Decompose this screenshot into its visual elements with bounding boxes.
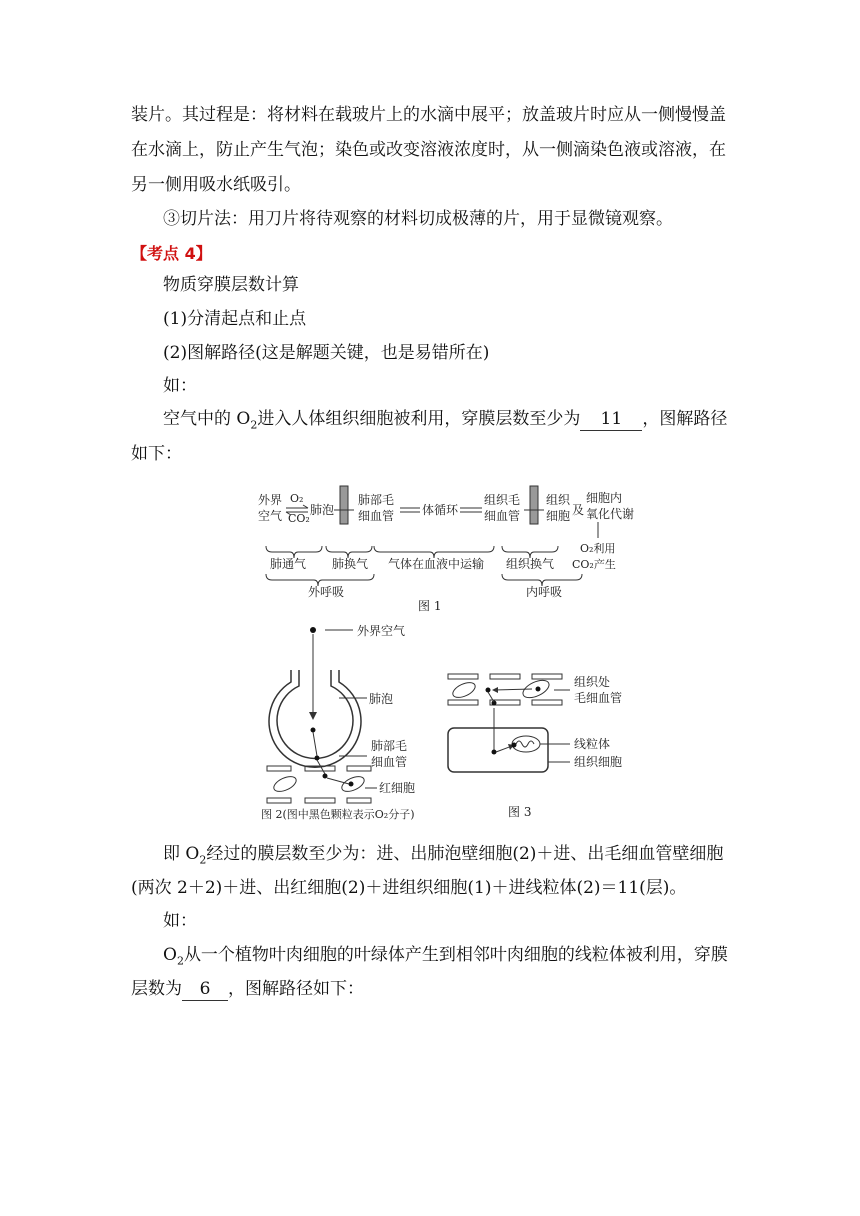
text-span: 从一个植物叶肉细胞的叶绿体产生到相邻叶肉细胞的线粒体被利用，穿膜 [183,945,728,965]
text-span: 进入人体组织细胞被利用，穿膜层数至少为 [257,409,581,429]
fig1-cell-inner-1: 细胞内 [586,491,623,505]
text-span: O [163,945,177,965]
fig2-lung-cap-2: 细血管 [371,755,408,769]
fig1-o2: O₂ [290,492,304,505]
fig2-lung-cap-1: 肺部毛 [371,739,408,753]
figure-2-alveolus-diagram [255,618,465,824]
fig3-tissue-cell: 组织细胞 [574,755,623,769]
text-line [163,408,727,436]
fig2-outside-air: 外界空气 [357,624,406,638]
subscript: 2 [176,954,184,968]
membrane-bar [340,486,348,524]
fig1-o2-use: O₂利用 [580,542,616,555]
text-line: (2)图解路径(这是解题关键，也是易错所在) [163,343,490,363]
text-span: 经过的膜层数至少为：进、出肺泡壁细胞(2)＋进、出毛细血管壁细胞 [206,844,724,864]
fig1-circulation: 体循环 [422,503,459,517]
fig3-caption: 图 3 [508,805,532,819]
text-line [163,843,723,871]
subscript: 2 [199,853,207,867]
fig1-tissue-cap-1: 组织毛 [484,493,521,507]
fig1-bracket-tissue-exchange: 组织换气 [506,557,555,571]
fig2-rbc: 红细胞 [379,781,416,795]
text-span: 空气中的 O [163,409,251,429]
fig3-tissue-cap-1: 组织处 [574,675,611,689]
text-line: ③切片法：用刀片将待观察的材料切成极薄的片，用于显微镜观察。 [163,209,673,229]
text-span: 即 O [163,844,200,864]
fig1-cell-inner-2: 氧化代谢 [586,507,635,521]
text-line: (两次 2＋2)＋进、出红细胞(2)＋进组织细胞(1)＋进线粒体(2)＝11(层)。 [131,878,687,898]
fig1-co2-make: CO₂产生 [572,558,616,571]
fig1-bracket-ventilation: 肺通气 [270,557,307,571]
fig1-co2: CO₂ [288,512,310,525]
membrane-bar [530,486,538,524]
fig2-alveolus: 肺泡 [369,692,394,706]
text-line [131,978,364,1001]
fig1-lung-cap-1: 肺部毛 [358,493,395,507]
subscript: 2 [250,418,258,432]
figure-3-tissue-diagram [442,668,642,824]
answer-blank: 6 [182,978,228,1001]
fig1-bracket-lung-exchange: 肺换气 [332,557,369,571]
text-line: 如： [163,911,197,931]
fig1-outside-air-1: 外界 [258,493,283,507]
text-line: 装片。其过程是：将材料在载玻片上的水滴中展平；放盖玻片时应从一侧慢慢盖 [131,105,726,125]
fig1-tissue-cap-2: 细血管 [484,509,521,523]
fig3-mito: 线粒体 [574,737,611,751]
fig1-tissue-cell-1: 组织 [546,493,571,507]
fig1-bracket-transport: 气体在血液中运输 [388,557,485,571]
text-span: 层数为 [131,979,182,999]
answer-blank: 11 [580,408,642,431]
fig1-outside-air-2: 空气 [258,509,283,523]
fig1-bracket-external: 外呼吸 [308,585,345,599]
text-line: 另一侧用吸水纸吸引。 [131,175,301,195]
text-line: (1)分清起点和止点 [163,309,307,329]
section-heading: 【考点 4】 [131,244,212,263]
fig1-alveolus: 肺泡 [310,503,335,517]
text-span: ，图解路径 [642,409,728,429]
fig2-caption: 图 2(图中黑色颗粒表示O₂分子) [261,808,415,821]
text-line: 如： [163,376,197,396]
fig3-tissue-cap-2: 毛细血管 [574,691,623,705]
figure-1-pathway-diagram [250,484,680,614]
fig1-caption: 图 1 [418,599,442,613]
text-line: 如下： [131,444,182,464]
fig1-and: 及 [572,503,585,517]
text-span: ，图解路径如下： [228,979,364,999]
fig1-lung-cap-2: 细血管 [358,509,395,523]
text-line: 在水滴上，防止产生气泡；染色或改变溶液浓度时，从一侧滴染色液或溶液，在 [131,140,726,160]
fig1-tissue-cell-2: 细胞 [546,509,571,523]
fig1-bracket-internal: 内呼吸 [526,585,563,599]
text-line: 物质穿膜层数计算 [163,275,299,295]
text-line [163,944,728,972]
